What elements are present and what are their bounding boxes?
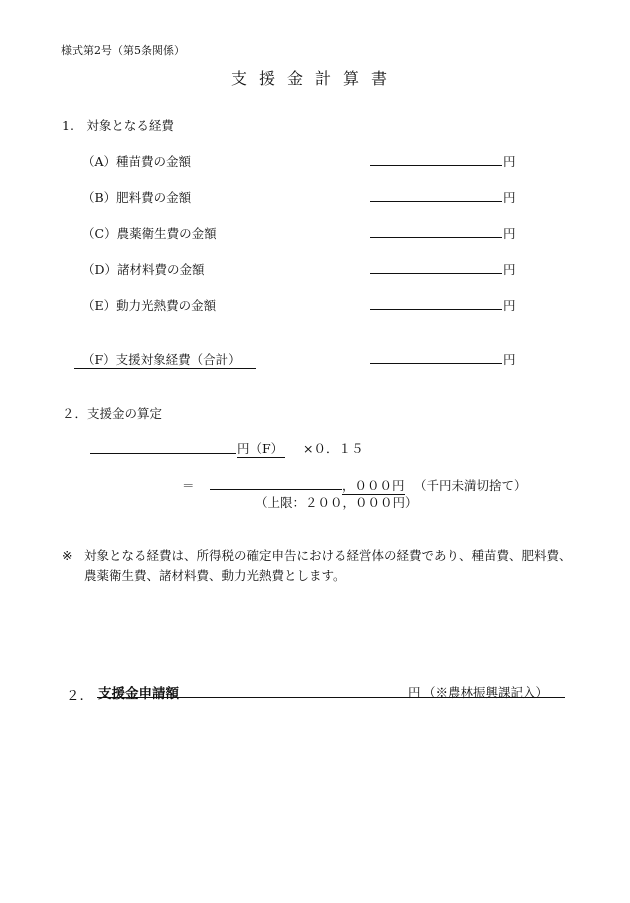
expense-item-a-label: （A）種苗費の金額 [82,154,192,169]
calc-result-suffix: ，０００円 [342,478,405,493]
note-mark: ※ [62,548,73,563]
total-expense-yen: 円 [503,352,516,367]
request-office-note: （※農林振興課記入） [423,685,549,700]
expense-item-d-blank[interactable] [370,258,502,274]
expense-item-d-yen: 円 [503,262,516,277]
calc-rate: ×０．１５ [303,441,364,456]
total-expense-blank[interactable] [370,348,502,364]
request-number: ２． [66,688,93,704]
expense-item-e-label: （E）動力光熱費の金額 [82,298,217,313]
page-title: 支援金計算書 [230,69,399,88]
request-label: 支援金申請額 [98,686,179,702]
section-2-heading: ２．支援金の算定 [62,406,163,421]
expense-item-a-blank[interactable] [370,150,502,166]
section-1-heading: 1. 対象となる経費 [62,118,174,133]
expense-item-b-blank[interactable] [370,186,502,202]
expense-item-e-blank[interactable] [370,294,502,310]
calc-result-blank[interactable] [210,474,342,490]
expense-item-d-label: （D）諸材料費の金額 [82,262,205,277]
form-number: 様式第2号（第5条関係） [61,44,185,57]
note-line-1: 対象となる経費は、所得税の確定申告における経営体の経費であり、種苗費、肥料費、 [84,548,572,563]
expense-item-b-yen: 円 [503,190,516,205]
expense-item-e-yen: 円 [503,298,516,313]
total-expense-label: （F）支援対象経費（合計） [74,350,256,369]
expense-item-c-blank[interactable] [370,222,502,238]
calc-result-note: （千円未満切捨て） [414,478,527,493]
calc-upper-limit: （上限：２００，０００円） [255,495,418,510]
request-yen: 円 [408,685,421,700]
expense-item-c-yen: 円 [503,226,516,241]
calc-base-unit: 円（F） [237,441,284,456]
calc-equals: ＝ [182,478,195,493]
expense-item-a-yen: 円 [503,154,516,169]
expense-item-c-label: （C）農薬衛生費の金額 [82,226,217,241]
calc-base-blank[interactable] [90,438,236,454]
expense-item-b-label: （B）肥料費の金額 [82,190,192,205]
note-line-2: 農薬衛生費、諸材料費、動力光熱費とします。 [84,568,346,583]
